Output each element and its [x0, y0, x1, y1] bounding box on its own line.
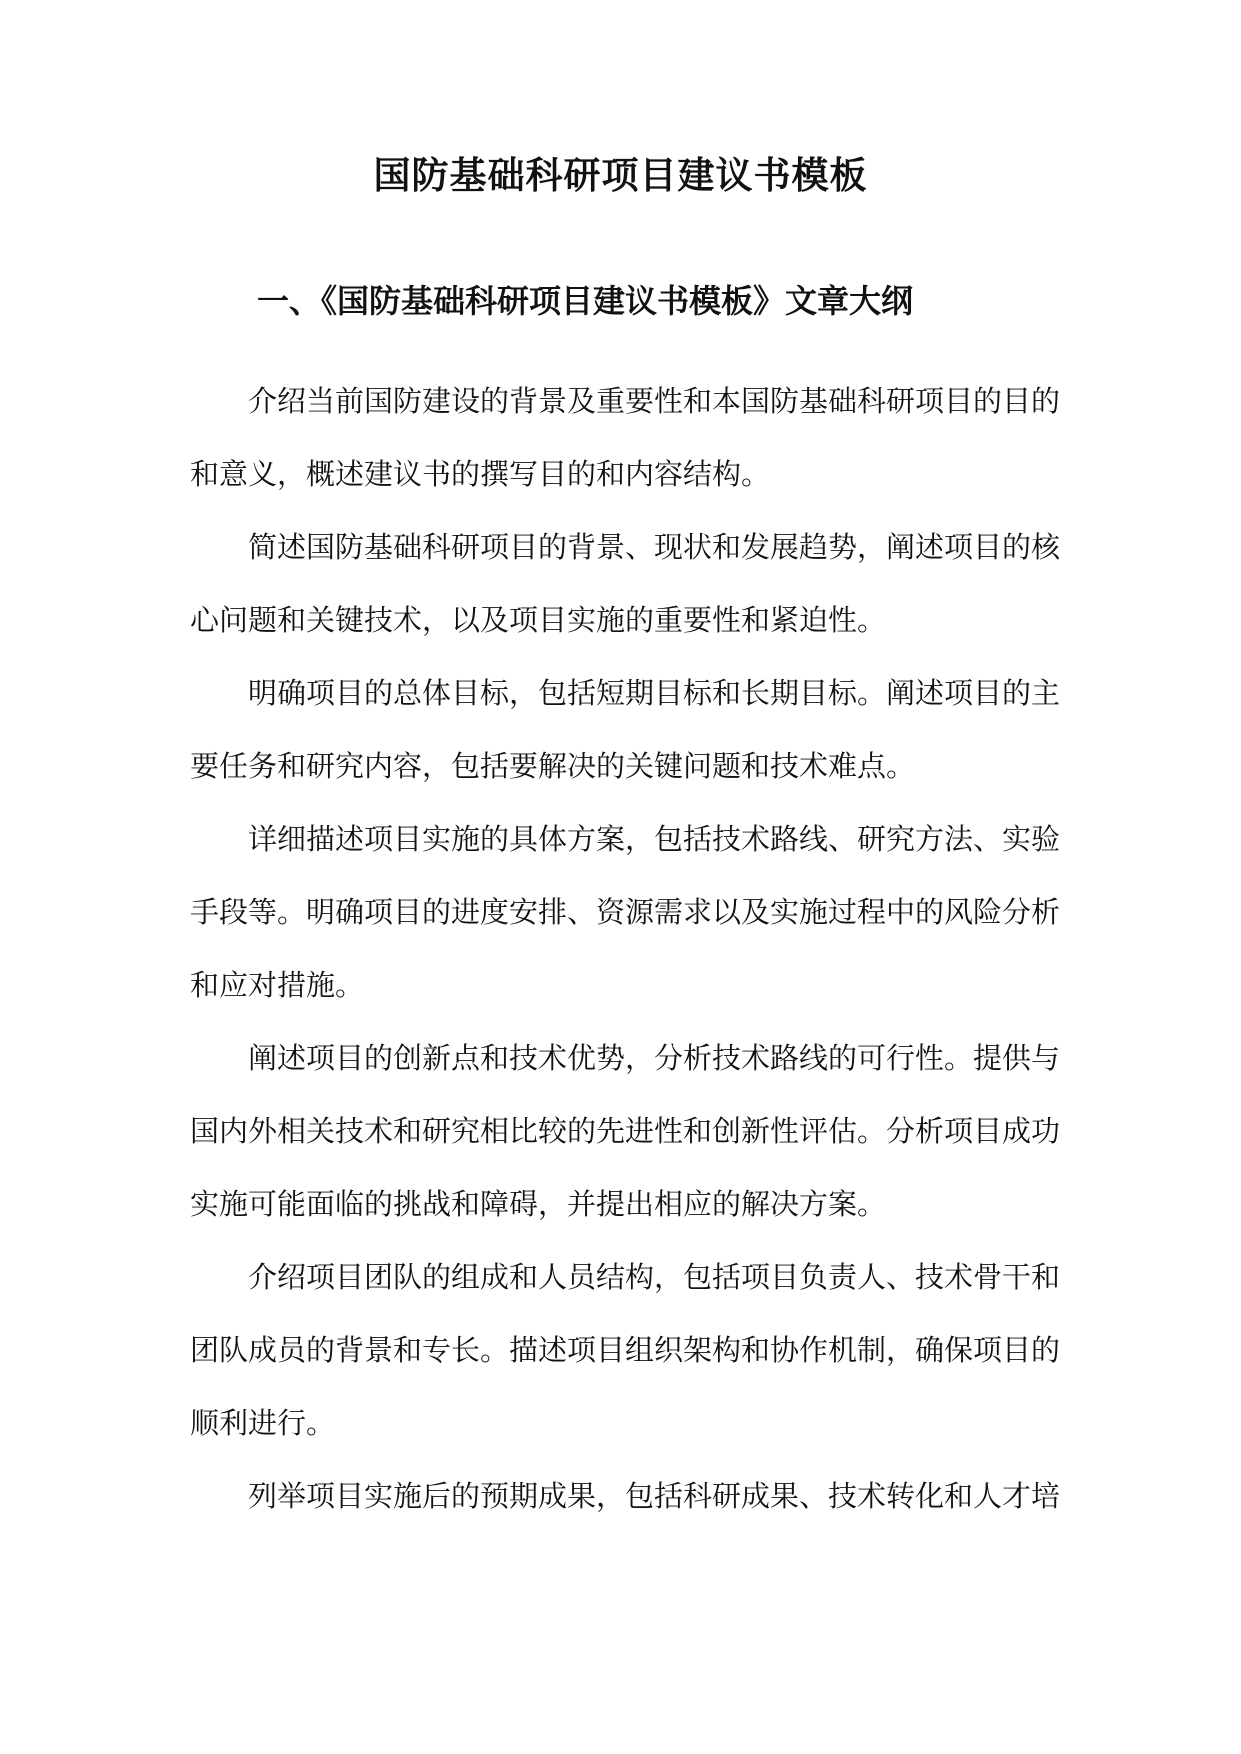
- paragraph-background: 介绍当前国防建设的背景及重要性和本国防基础科研项目的目的和意义，概述建议书的撰写目的和内容结构。: [190, 384, 1061, 491]
- paragraph-objectives: 明确项目的总体目标，包括短期目标和长期目标。阐述项目的主要任务和研究内容，包括要解决的关键问题和技术难点。: [190, 676, 1061, 783]
- document-title: 国防基础科研项目建议书模板: [373, 153, 868, 197]
- paragraph-innovation: 阐述项目的创新点和技术优势，分析技术路线的可行性。提供与国内外相关技术和研究相比较的先进性和创新性评估。分析项目成功实施可能面临的挑战和障碍，并提出相应的解决方案。: [190, 1041, 1061, 1221]
- paragraph-implementation: 详细描述项目实施的具体方案，包括技术路线、研究方法、实验手段等。明确项目的进度安排、资源需求以及实施过程中的风险分析和应对措施。: [190, 822, 1061, 1002]
- paragraph-team: 介绍项目团队的组成和人员结构，包括项目负责人、技术骨干和团队成员的背景和专长。描述项目组织架构和协作机制，确保项目的顺利进行。: [190, 1260, 1061, 1440]
- paragraph-outcomes: 列举项目实施后的预期成果，包括科研成果、技术转化和人才培: [248, 1479, 1061, 1513]
- paragraph-overview: 简述国防基础科研项目的背景、现状和发展趋势，阐述项目的核心问题和关键技术，以及项目实施的重要性和紧迫性。: [190, 530, 1061, 637]
- body-text: [190, 365, 1060, 1533]
- section-heading: 一、《国防基础科研项目建议书模板》文章大纲: [257, 282, 914, 320]
